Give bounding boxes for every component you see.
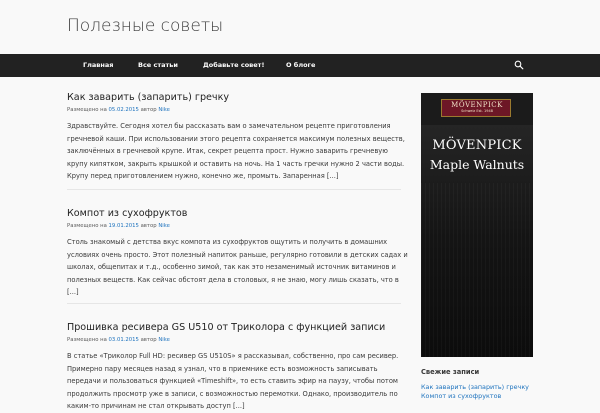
nav-item-home[interactable]: Главная (83, 61, 114, 69)
post-date-link[interactable]: 19.01.2015 (108, 223, 139, 229)
post-author-link[interactable]: Nike (158, 337, 170, 343)
excerpt-line: передачи и пользоваться функцией «Timeshift», то есть ставить эфир на паузу, чтобы потом (67, 377, 398, 386)
post-title-link[interactable]: Компот из сухофруктов (67, 208, 188, 219)
post-divider (67, 303, 401, 304)
post-author-prefix: автор (140, 107, 157, 113)
excerpt-line: [...] (67, 288, 79, 297)
post-author-prefix: автор (140, 337, 157, 343)
excerpt-line: Здравствуйте. Сегодня хотел бы рассказать вам о замечательном рецепте приготовления (67, 122, 391, 130)
post-meta-prefix: Размещено на (67, 223, 107, 229)
post-date-link[interactable]: 03.01.2015 (108, 337, 139, 343)
post-author-prefix: автор (140, 223, 157, 229)
post-meta (67, 223, 401, 230)
ad-product-name: Maple Walnuts (429, 157, 525, 172)
excerpt-line: условиях очень просто. Этот полезный напиток раньше, регулярно готовили в детских садах и (67, 250, 408, 259)
search-icon[interactable] (514, 60, 524, 70)
ad-logo-badge-text: MÖVENPICK (451, 101, 503, 109)
excerpt-line: заключённых в гречневой крупе. Итак, секрет рецепта прост. Нужно заварить гречневую (67, 147, 388, 156)
post-excerpt (67, 350, 401, 413)
post-author-link[interactable]: Nike (158, 107, 170, 113)
ad-brand-name: MÖVENPICK (432, 138, 522, 153)
post-author-link[interactable]: Nike (158, 223, 170, 229)
ad-logo-badge-subtext: Schweiz Est. 1948 (461, 109, 493, 113)
post-divider (67, 189, 401, 190)
nav-item-add-tip[interactable]: Добавьте совет! (203, 61, 265, 69)
post-title-link[interactable]: Прошивка ресивера GS U510 от Триколора с функцией записи (67, 322, 386, 333)
post-article (67, 208, 408, 299)
ad-header-bar (421, 93, 533, 125)
ad-logo-badge (441, 99, 511, 117)
post-date-link[interactable]: 05.02.2015 (108, 107, 139, 113)
post-excerpt (67, 236, 408, 299)
nav-item-all-articles[interactable]: Все статьи (138, 61, 178, 69)
post-article (67, 92, 405, 183)
post-meta (67, 337, 401, 344)
post-excerpt (67, 120, 405, 183)
nav-item-about[interactable]: О блоге (286, 61, 316, 69)
post-meta (67, 107, 401, 114)
post-meta-prefix: Размещено на (67, 337, 107, 343)
site-title[interactable]: Полезные советы (67, 16, 224, 36)
excerpt-line: В статье «Триколор Full HD: ресивер GS U510S» я рассказывал, собственно, про сам ресивер. (67, 352, 399, 360)
excerpt-line: Столь знакомый с детства вкус компота из сухофруктов ощутить и получить в домашних (67, 238, 388, 246)
excerpt-line: крупу кипятком, закрыть крышкой и оставить на ночь. На 1 часть гречки нужно 2 части воды. (67, 159, 405, 168)
post-meta-prefix: Размещено на (67, 107, 107, 113)
excerpt-line: полезных веществ. Как сейчас обстоят дела в столовых, я не знаю, могу лишь сказать, что в (67, 275, 399, 284)
main-navigation (0, 54, 600, 77)
recent-posts-title: Свежие записи (421, 368, 480, 376)
post-article (67, 322, 401, 413)
advertisement-banner[interactable] (421, 93, 533, 357)
excerpt-line: продолжить просмотр уже в записи, с возможностью перемотки. Однако, производитель по (67, 389, 398, 398)
excerpt-line: гречневой каши. При использовании этого рецепта сохраняется максимум полезных веществ, (67, 134, 405, 143)
ad-wood-texture (421, 183, 533, 357)
recent-post-link[interactable]: Компот из сухофруктов (421, 392, 502, 400)
excerpt-line: каким-то причинам не стал открывать доступ [...] (67, 402, 245, 411)
post-title-link[interactable]: Как заварить (запарить) гречку (67, 92, 230, 103)
recent-post-link[interactable]: Как заварить (запарить) гречку (421, 383, 529, 391)
excerpt-line: Примерно пару месяцев назад я узнал, что в приемнике есть возможность записывать (67, 364, 378, 373)
excerpt-line: школах, общепитах и т.д., особенно зимой, так как это незаменимый источник витаминов и (67, 263, 396, 272)
excerpt-line: Крупу перед приготовлением нужно, конечно же, промыть. Запаренная [...] (67, 172, 339, 181)
